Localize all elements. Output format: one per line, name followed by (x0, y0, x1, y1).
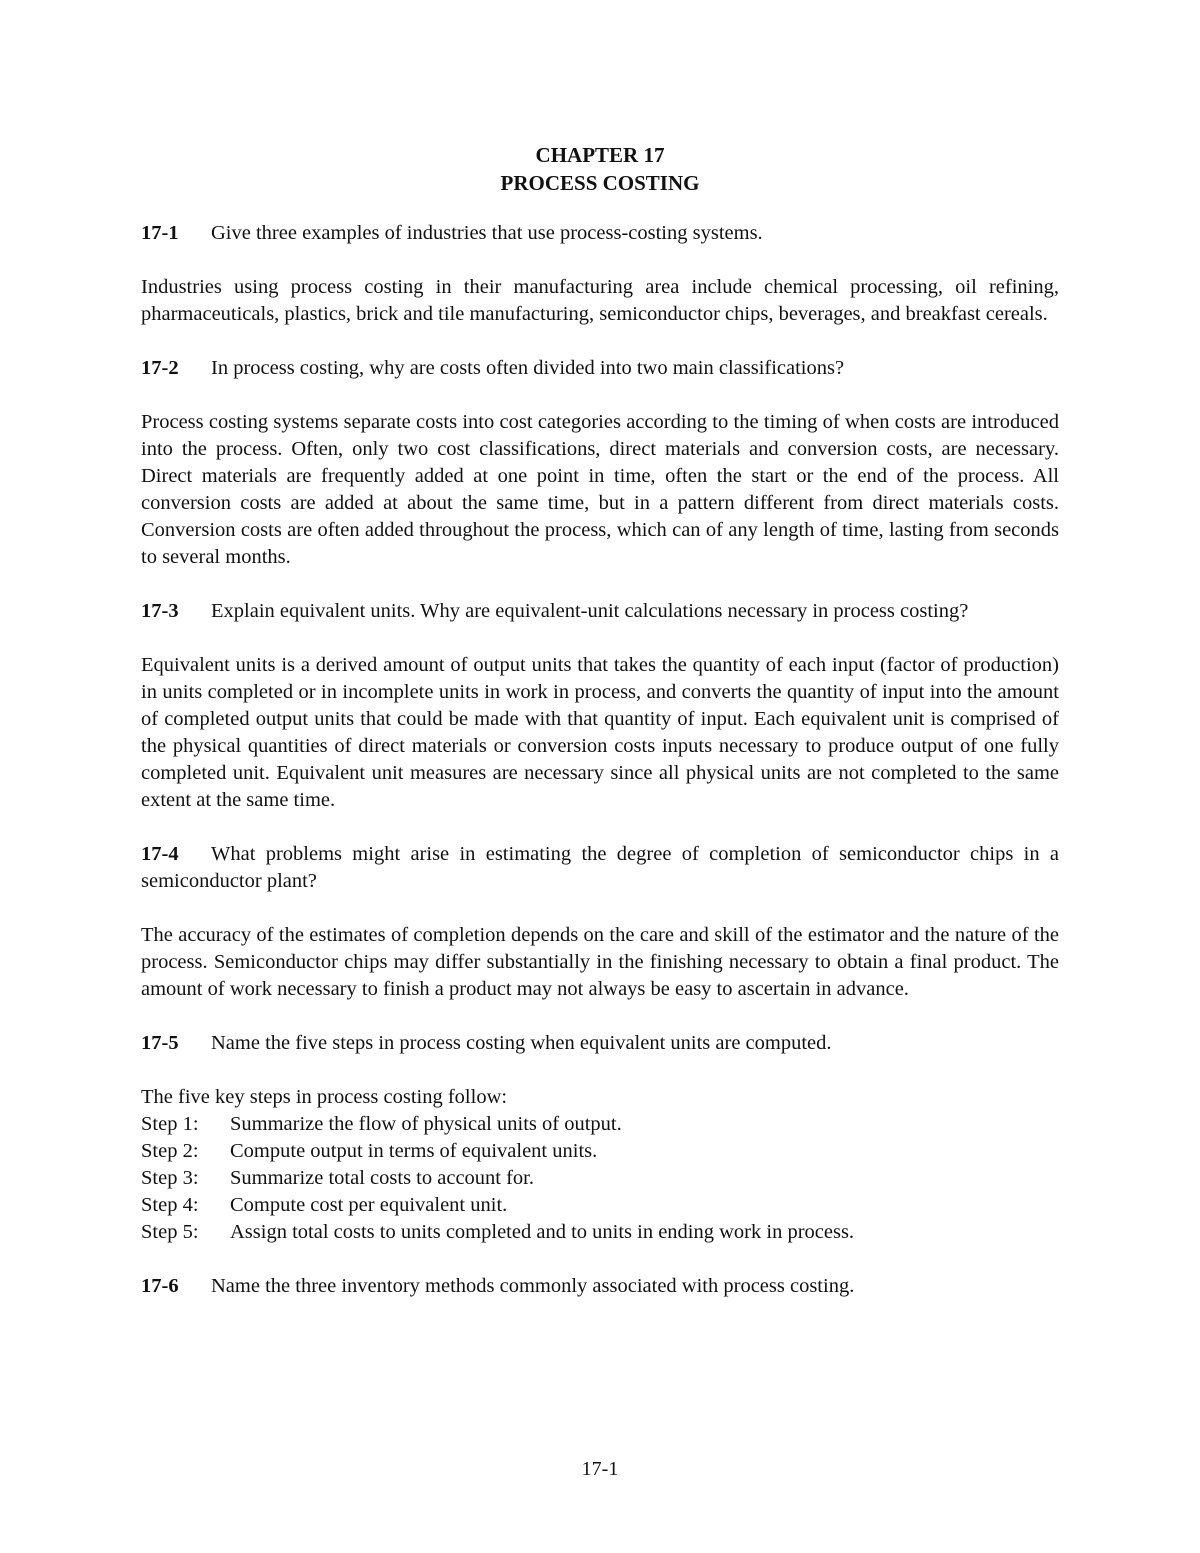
document-body (141, 220, 1059, 1300)
question-17-4 (141, 841, 1059, 895)
question-text: Name the three inventory methods commonly associated with process costing. (211, 1275, 855, 1297)
question-17-2 (141, 355, 1059, 382)
question-number: 17-1 (141, 222, 179, 244)
chapter-header (0, 141, 1200, 197)
question-17-3 (141, 598, 1059, 625)
step-text: Summarize total costs to account for. (230, 1167, 535, 1189)
step-row (141, 1111, 1059, 1138)
question-17-6 (141, 1273, 1059, 1300)
question-text: In process costing, why are costs often divided into two main classifications? (211, 357, 845, 379)
question-17-1 (141, 220, 1059, 247)
step-text: Assign total costs to units completed and to units in ending work in process. (230, 1221, 855, 1243)
step-text: Compute cost per equivalent unit. (230, 1194, 508, 1216)
steps-intro: The five key steps in process costing follow: (141, 1086, 508, 1108)
step-label: Step 2: (141, 1140, 199, 1162)
question-text: Explain equivalent units. Why are equivalent-unit calculations necessary in process costing? (211, 600, 969, 622)
chapter-title: PROCESS COSTING (500, 171, 700, 195)
chapter-number: CHAPTER 17 (535, 143, 665, 167)
step-label: Step 1: (141, 1113, 199, 1135)
step-text: Summarize the flow of physical units of output. (230, 1113, 622, 1135)
step-label: Step 3: (141, 1167, 199, 1189)
step-row (141, 1192, 1059, 1219)
question-17-5 (141, 1030, 1059, 1057)
question-number: 17-5 (141, 1032, 179, 1054)
question-text: Give three examples of industries that use process-costing systems. (211, 222, 763, 244)
step-label: Step 4: (141, 1194, 199, 1216)
step-text: Compute output in terms of equivalent units. (230, 1140, 598, 1162)
question-number: 17-2 (141, 357, 179, 379)
question-number: 17-4 (141, 843, 179, 865)
step-row (141, 1219, 1059, 1246)
answer-17-4: The accuracy of the estimates of completion depends on the care and skill of the estimator and the nature of the process. Semiconductor chips may differ substantially in the finishing necessary to obtain a final product. The amount of work necessary to finish a product may not always be easy to ascertain in advance. (141, 924, 1059, 1000)
question-text: What problems might arise in estimating the degree of completion of semiconductor chips in a semiconductor plant? (141, 843, 1059, 892)
page-number: 17-1 (581, 1458, 619, 1480)
step-label: Step 5: (141, 1221, 199, 1243)
question-text: Name the five steps in process costing when equivalent units are computed. (211, 1032, 832, 1054)
answer-17-1: Industries using process costing in their manufacturing area include chemical processing, oil refining, pharmaceuticals, plastics, brick and tile manufacturing, semiconductor chips, beverages, and breakfast cereals. (141, 276, 1059, 325)
question-number: 17-6 (141, 1275, 179, 1297)
answer-17-3: Equivalent units is a derived amount of output units that takes the quantity of each input (factor of production) in units completed or in incomplete units in work in process, and converts the quantity of input into the amount of completed output units that could be made with that quantity of input. Each equivalent unit is comprised of the physical quantities of direct materials or conversion costs inputs necessary to produce output of one fully completed unit. Equivalent unit measures are necessary since all physical units are not completed to the same extent at the same time. (141, 654, 1059, 811)
step-row (141, 1138, 1059, 1165)
step-row (141, 1165, 1059, 1192)
answer-17-2: Process costing systems separate costs into cost categories according to the timing of when costs are introduced into the process. Often, only two cost classifications, direct materials and conversion costs, are necessary. Direct materials are frequently added at one point in time, often the start or the end of the process. All conversion costs are added at about the same time, but in a pattern different from direct materials costs. Conversion costs are often added throughout the process, which can of any length of time, lasting from seconds to several months. (141, 411, 1059, 568)
question-number: 17-3 (141, 600, 179, 622)
